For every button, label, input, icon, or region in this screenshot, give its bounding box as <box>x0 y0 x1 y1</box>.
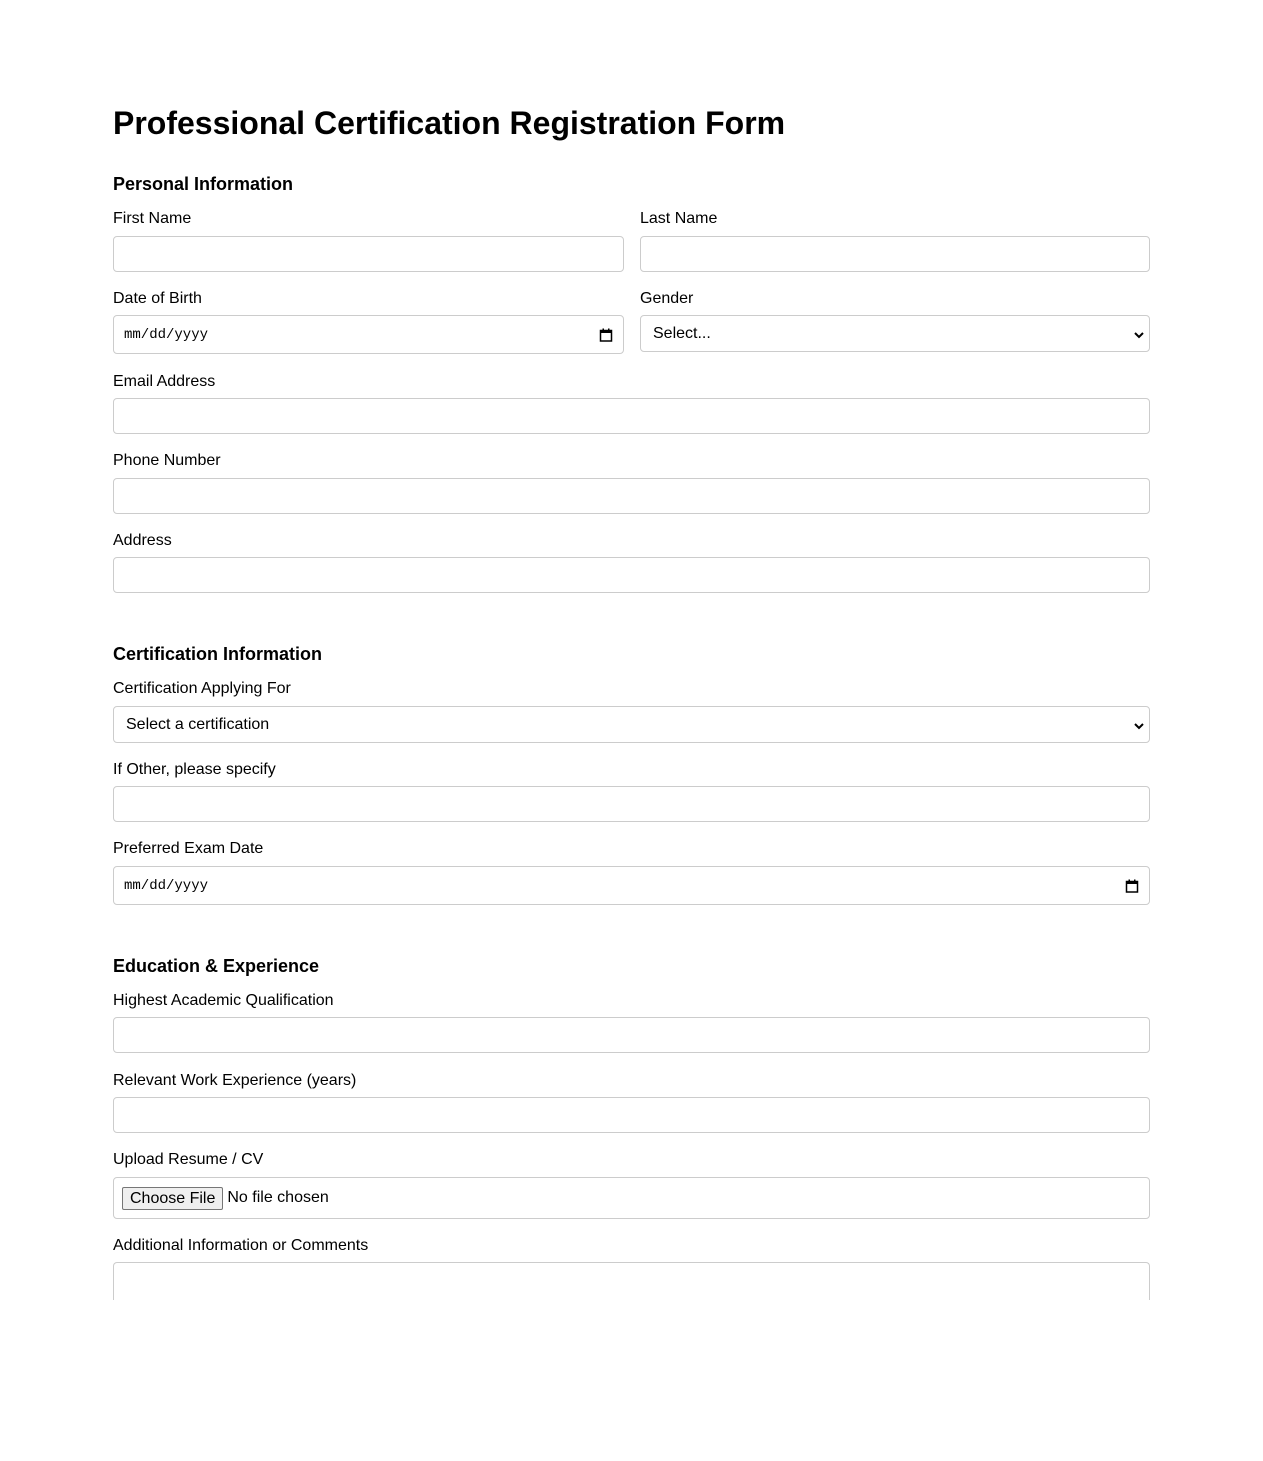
other-certification-field[interactable] <box>113 786 1150 822</box>
file-status: No file chosen <box>227 1189 329 1206</box>
experience-field[interactable] <box>113 1097 1150 1133</box>
qualification-label: Highest Academic Qualification <box>113 992 334 1009</box>
exam-date-input[interactable] <box>113 866 1150 905</box>
comments-field[interactable] <box>113 1262 1150 1300</box>
chevron-down-icon <box>1133 328 1145 340</box>
other-certification-label: If Other, please specify <box>113 761 276 778</box>
resume-file-input[interactable] <box>113 1177 1150 1219</box>
section-heading-personal: Personal Information <box>113 174 294 194</box>
email-input[interactable] <box>114 399 1149 433</box>
comments-textarea[interactable] <box>114 1263 1149 1300</box>
certification-label: Certification Applying For <box>113 680 291 697</box>
section-heading-education: Education & Experience <box>113 956 320 976</box>
certification-select[interactable] <box>113 706 1150 743</box>
section-heading-certification: Certification Information <box>113 644 323 664</box>
qualification-input[interactable] <box>114 1018 1149 1052</box>
dob-date-input[interactable] <box>113 315 624 354</box>
resume-label: Upload Resume / CV <box>113 1151 264 1168</box>
exam-date-placeholder: mm/dd/yyyy <box>124 877 209 894</box>
gender-select[interactable] <box>640 315 1150 352</box>
exam-date-label: Preferred Exam Date <box>113 840 264 857</box>
address-input[interactable] <box>114 558 1149 592</box>
other-certification-input[interactable] <box>114 787 1149 821</box>
page-title: Professional Certification Registration Form <box>113 105 786 141</box>
dob-placeholder: mm/dd/yyyy <box>124 326 209 343</box>
last-name-label: Last Name <box>640 210 718 227</box>
qualification-field[interactable] <box>113 1017 1150 1053</box>
calendar-icon[interactable] <box>599 328 613 342</box>
phone-field[interactable] <box>113 478 1150 514</box>
first-name-field[interactable] <box>113 236 624 272</box>
address-field[interactable] <box>113 557 1150 593</box>
comments-label: Additional Information or Comments <box>113 1237 369 1254</box>
first-name-label: First Name <box>113 210 192 227</box>
dob-label: Date of Birth <box>113 290 202 307</box>
choose-file-button[interactable]: Choose File <box>122 1187 223 1210</box>
chevron-down-icon <box>1133 719 1145 731</box>
address-label: Address <box>113 532 172 549</box>
calendar-icon[interactable] <box>1125 879 1139 893</box>
phone-input[interactable] <box>114 479 1149 513</box>
gender-label: Gender <box>640 290 694 307</box>
certification-selected-value: Select a certification <box>126 715 270 733</box>
last-name-input[interactable] <box>641 237 1149 271</box>
gender-selected-value: Select... <box>653 324 711 342</box>
email-label: Email Address <box>113 373 216 390</box>
email-field[interactable] <box>113 398 1150 434</box>
phone-label: Phone Number <box>113 452 221 469</box>
first-name-input[interactable] <box>114 237 623 271</box>
experience-input[interactable] <box>114 1098 1149 1132</box>
last-name-field[interactable] <box>640 236 1150 272</box>
experience-label: Relevant Work Experience (years) <box>113 1072 357 1089</box>
